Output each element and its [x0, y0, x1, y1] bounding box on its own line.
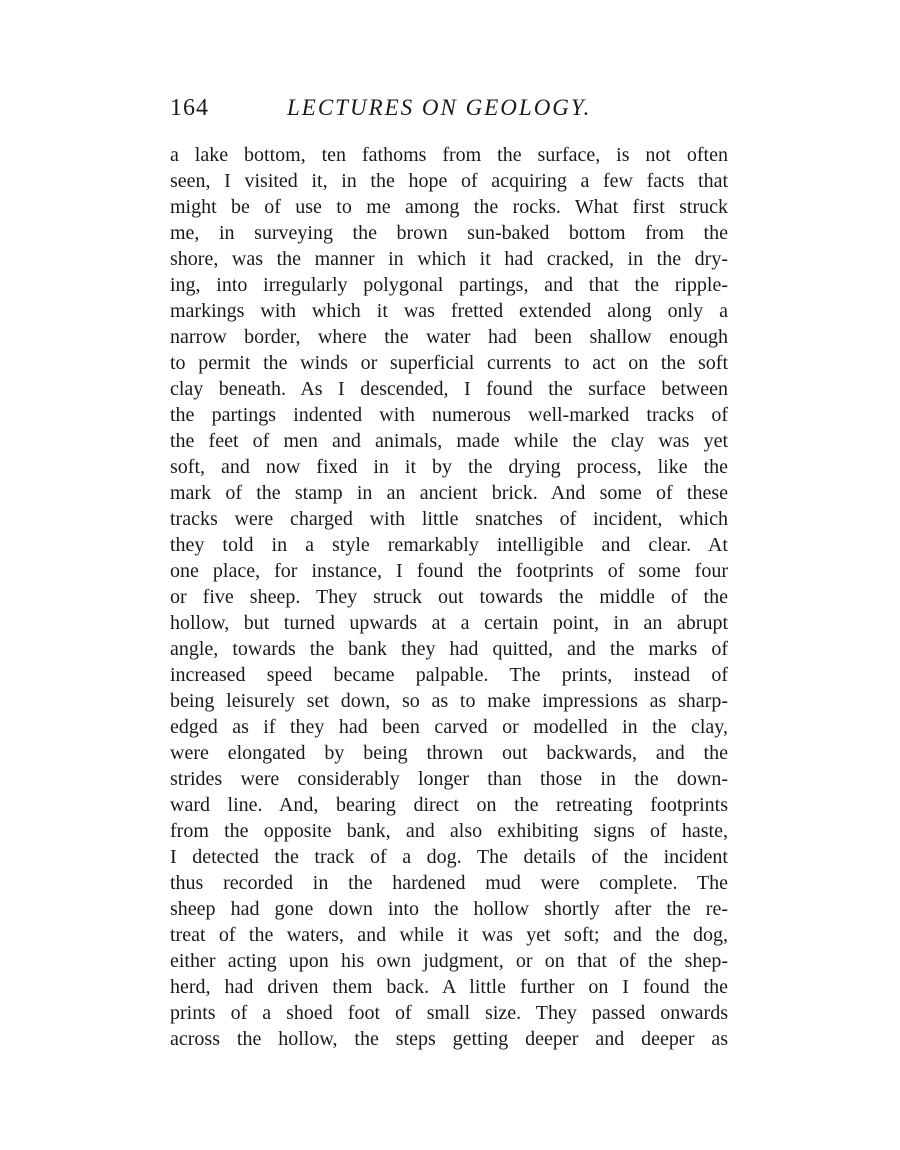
running-title: LECTURES ON GEOLOGY. — [287, 95, 592, 120]
text-line: soft, and now fixed in it by the drying process, like the — [170, 456, 728, 478]
text-line: either acting upon his own judgment, or on that of the shep- — [170, 950, 728, 972]
text-line: I detected the track of a dog. The details of the incident — [170, 846, 728, 868]
text-line: sheep had gone down into the hollow shortly after the re- — [170, 898, 728, 920]
text-line: treat of the waters, and while it was yet soft; and the dog, — [170, 924, 728, 946]
text-line: increased speed became palpable. The prints, instead of — [170, 664, 728, 686]
text-line: thus recorded in the hardened mud were complete. The — [170, 872, 728, 894]
text-line: one place, for instance, I found the footprints of some four — [170, 560, 728, 582]
text-line: angle, towards the bank they had quitted, and the marks of — [170, 638, 728, 660]
text-line: herd, had driven them back. A little further on I found the — [170, 976, 728, 998]
page-number: 164 — [170, 95, 209, 121]
text-line: were elongated by being thrown out backwards, and the — [170, 742, 728, 764]
text-line: tracks were charged with little snatches of incident, which — [170, 508, 728, 530]
text-line: to permit the winds or superficial currents to act on the soft — [170, 352, 728, 374]
text-line: the partings indented with numerous well-marked tracks of — [170, 404, 728, 426]
text-line: shore, was the manner in which it had cracked, in the dry- — [170, 248, 728, 270]
text-line: being leisurely set down, so as to make impressions as sharp- — [170, 690, 728, 712]
text-line: narrow border, where the water had been shallow enough — [170, 326, 728, 348]
text-line: or five sheep. They struck out towards the middle of the — [170, 586, 728, 608]
text-line: ward line. And, bearing direct on the retreating footprints — [170, 794, 728, 816]
text-line: ing, into irregularly polygonal partings, and that the ripple- — [170, 274, 728, 296]
text-line: a lake bottom, ten fathoms from the surface, is not often — [170, 144, 728, 166]
text-line: me, in surveying the brown sun-baked bottom from the — [170, 222, 728, 244]
text-line: hollow, but turned upwards at a certain point, in an abrupt — [170, 612, 728, 634]
text-line: across the hollow, the steps getting deeper and deeper as — [170, 1028, 728, 1050]
text-line: edged as if they had been carved or modelled in the clay, — [170, 716, 728, 738]
page-header — [170, 94, 730, 130]
text-line: might be of use to me among the rocks. What first struck — [170, 196, 728, 218]
text-line: the feet of men and animals, made while the clay was yet — [170, 430, 728, 452]
body-text — [170, 142, 728, 1052]
text-line: markings with which it was fretted extended along only a — [170, 300, 728, 322]
text-line: prints of a shoed foot of small size. They passed onwards — [170, 1002, 728, 1024]
text-line: clay beneath. As I descended, I found the surface between — [170, 378, 728, 400]
text-line: strides were considerably longer than those in the down- — [170, 768, 728, 790]
text-line: seen, I visited it, in the hope of acquiring a few facts that — [170, 170, 728, 192]
text-line: from the opposite bank, and also exhibiting signs of haste, — [170, 820, 728, 842]
text-line: mark of the stamp in an ancient brick. And some of these — [170, 482, 728, 504]
text-line: they told in a style remarkably intelligible and clear. At — [170, 534, 728, 556]
